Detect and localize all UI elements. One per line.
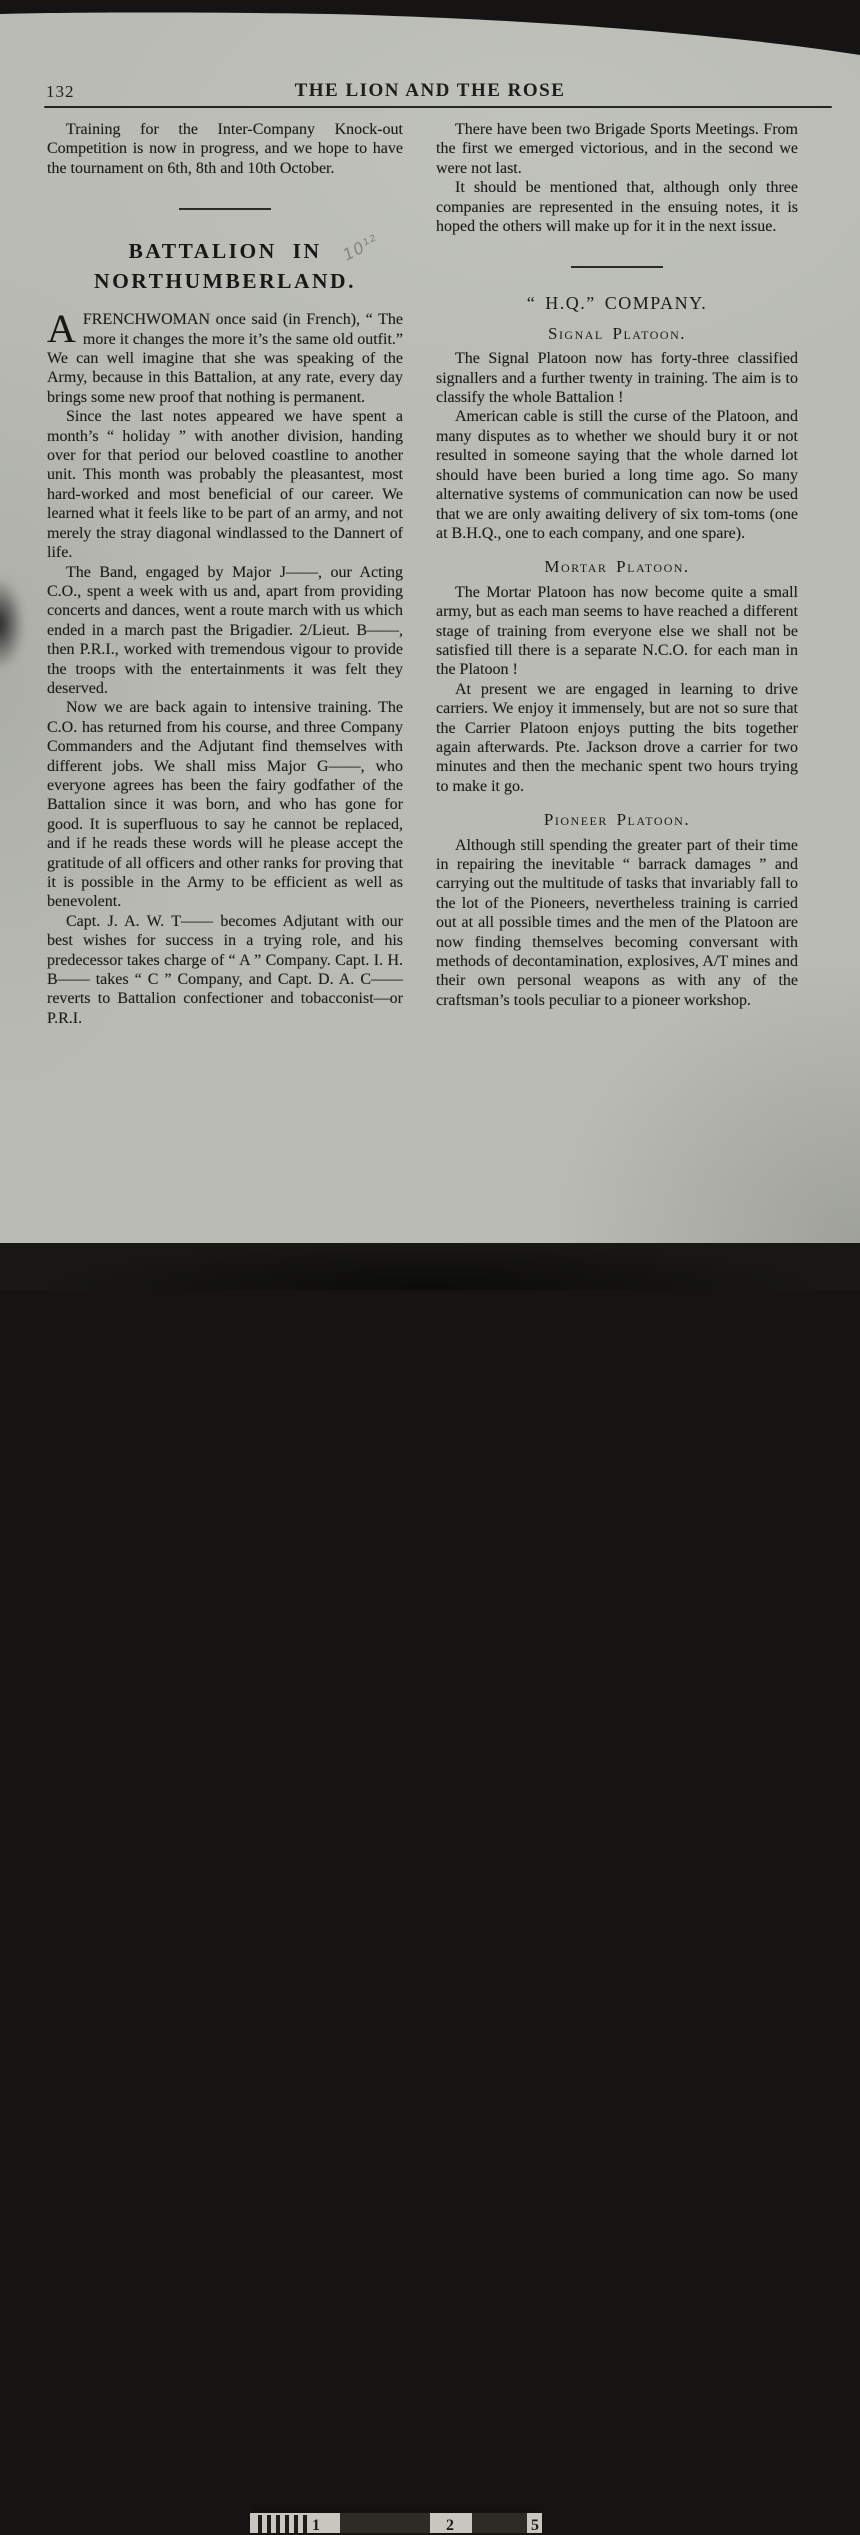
ruler-tick bbox=[276, 2515, 280, 2533]
paragraph-training: Training for the Inter-Company Knock-out Competition is now in progress, and we hope to have the tournament on 6th, 8th and 10th October. bbox=[47, 121, 403, 177]
paragraph-sports: There have been two Brigade Sports Meetings. From the first we emerged victorious, and in the second we were not last. bbox=[436, 121, 798, 177]
paragraph-signal-1: The Signal Platoon now has forty-three classified signallers and a further twenty in training. The aim is to classify the whole Battalion ! bbox=[436, 350, 798, 407]
magazine-page bbox=[0, 0, 860, 1243]
journal-title: THE LION AND THE ROSE bbox=[294, 80, 566, 101]
ruler-tick bbox=[285, 2515, 289, 2533]
pioneer-platoon-heading: Pioneer Platoon. bbox=[543, 810, 691, 830]
left-column bbox=[47, 120, 403, 1028]
paragraph-frenchwoman bbox=[47, 306, 403, 407]
scan-bottom-edge bbox=[0, 1243, 860, 2534]
hq-company-heading: “ H.Q.” COMPANY. bbox=[526, 293, 708, 314]
article-title bbox=[47, 236, 403, 296]
paragraph-frenchwoman-text: FRENCHWOMAN once said (in French), “ The more it changes the more it’s the same old outfit.” We can well imagine that she was speaking of the Army, because in this Battalion, at any rate, every day brings some new proof that nothing is permanent. bbox=[47, 311, 403, 406]
paragraph-signal-2: American cable is still the curse of the Platoon, and many disputes as to whether we should bury it or not resulted in someone saying that the whole darned lot should have been buried a long time ago. So many alternative systems of communication can now be used that we are only awaiting delivery of six tom-toms (one at B.H.Q., one to each company, and one spare). bbox=[436, 408, 798, 542]
paragraph-pioneer-1: Although still spending the greater part of their time in repairing the inevitable “ barrack damages ” and carrying out the multitude of tasks that invariably fall to the lot of the Pioneers, nevertheless training is carried out at all possible times and the men of the Platoon are now finding themselves becoming conversant with methods of decontamination, explosives, A/T mines and their own personal weapons as with any of the craftsman’s tools peculiar to a pioneer workshop. bbox=[436, 836, 798, 1009]
paragraph-mortar-1: The Mortar Platoon has now become quite a small army, but as each man seems to have reached a different stage of training from everyone else we shall not be satisfied till there is a separate N.C.O. for each man in the Platoon ! bbox=[436, 583, 798, 679]
ruler-number-5: 5 bbox=[531, 2517, 539, 2534]
article-title-line1: BATTALION IN bbox=[128, 239, 322, 264]
ruler-dark-block bbox=[340, 2513, 430, 2533]
ruler-top-edge bbox=[250, 2506, 542, 2513]
signal-platoon-heading: Signal Platoon. bbox=[547, 323, 686, 343]
ruler-tick bbox=[294, 2515, 298, 2533]
paragraph-adjutant: Capt. J. A. W. T—— becomes Adjutant with our best wishes for success in a trying role, and his predecessor takes charge of “ A ” Company. Capt. I. H. B—— takes “ C ” Company, and Capt. D. A. C—— reverts to Battalion confectioner and tobacconist—or P.R.I. bbox=[47, 912, 403, 1027]
section-divider bbox=[179, 208, 271, 210]
paragraph-training-intensive: Now we are back again to intensive training. The C.O. has returned from his course, and three Company Commanders and the Adjutant find themselves with different jobs. We shall miss Major G——, who everyone agrees has been the fairy godfather of the Battalion since it was born, and who has gone for good. It is superfluous to say he cannot be replaced, and if he reads these words will he please accept the gratitude of all officers and other ranks for proving that it is possible in the Army to be efficient as well as benevolent. bbox=[47, 699, 403, 911]
ruler-body bbox=[250, 2513, 542, 2533]
page-number: 132 bbox=[46, 82, 75, 101]
ruler-tick bbox=[303, 2515, 307, 2533]
ruler-dark-block bbox=[472, 2513, 527, 2533]
photographic-scale-ruler bbox=[250, 2506, 542, 2533]
paragraph-band: The Band, engaged by Major J——, our Acting C.O., spent a week with us and, apart from providing concerts and dances, went a route march with us which ended in a march past the Brigadier. 2/Lieut. B——, then P.R.I., worked with tremendous vigour to provide the troops with the entertainments it was felt they deserved. bbox=[47, 563, 403, 697]
ruler-tick bbox=[258, 2515, 262, 2533]
header-rule bbox=[44, 106, 832, 108]
right-column bbox=[436, 120, 798, 1010]
pencil-annotation: 10¹² bbox=[339, 230, 382, 265]
paragraph-holiday: Since the last notes appeared we have spent a month’s “ holiday ” with another division, handing over for that period our beloved coastline to another unit. This month was probably the pleasantest, most hard-worked and most beneficial of our career. We learned what it feels like to be part of an army, and not merely the stray diagonal windlassed to the Dannert of life. bbox=[47, 408, 403, 562]
paragraph-mention: It should be mentioned that, although only three companies are represented in the ensuing notes, it is hoped the others will make up for it in the next issue. bbox=[436, 179, 798, 236]
paragraph-mortar-2: At present we are engaged in learning to drive carriers. We enjoy it immensely, but are not so sure that the Carrier Platoon enjoys putting the bits together again afterwards. Pte. Jackson drove a carrier for two minutes and then the mechanic spent two hours trying to make it go. bbox=[436, 680, 798, 795]
ruler-number-2: 2 bbox=[446, 2517, 454, 2534]
scan-shadow-blob bbox=[0, 578, 24, 670]
ruler-number-1: 1 bbox=[312, 2517, 320, 2534]
ruler-tick bbox=[267, 2515, 271, 2533]
mortar-platoon-heading: Mortar Platoon. bbox=[544, 557, 690, 577]
article-title-line2: NORTHUMBERLAND. bbox=[94, 269, 356, 294]
section-divider bbox=[571, 266, 663, 268]
drop-cap: A bbox=[47, 306, 76, 352]
